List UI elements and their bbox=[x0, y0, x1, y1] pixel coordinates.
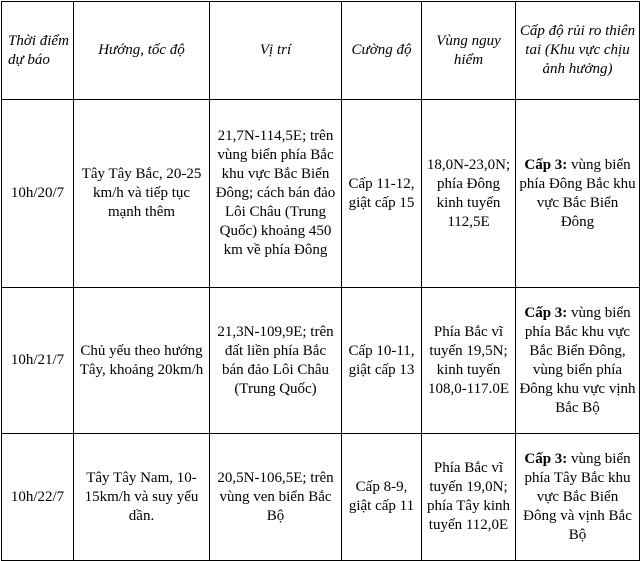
cell-time: 10h/20/7 bbox=[2, 100, 74, 288]
header-risk-level: Cấp độ rủi ro thiên tai (Khu vực chịu ảnh hưởng) bbox=[516, 2, 640, 100]
table-row bbox=[2, 100, 640, 288]
header-danger-zone: Vùng nguy hiểm bbox=[422, 2, 516, 100]
risk-level-label: Cấp 3: bbox=[524, 156, 568, 173]
cell-intensity: Cấp 10-11, giật cấp 13 bbox=[342, 288, 422, 434]
risk-level-area: vùng biển phía Đông Bắc khu vực Bắc Biển Đông bbox=[519, 156, 636, 230]
cell-position: 20,5N-106,5E; trên vùng ven biển Bắc Bộ bbox=[210, 434, 342, 561]
risk-level-area: vùng biển phía Bắc khu vực Bắc Biển Đông, vùng biển phía Đông khu vực vịnh Bắc Bộ bbox=[519, 304, 636, 416]
cell-direction: Tây Tây Bắc, 20-25 km/h và tiếp tục mạnh thêm bbox=[74, 100, 210, 288]
header-forecast-time: Thời điểm dự báo bbox=[2, 2, 74, 100]
cell-risk-level bbox=[516, 100, 640, 288]
header-position: Vị trí bbox=[210, 2, 342, 100]
cell-time: 10h/21/7 bbox=[2, 288, 74, 434]
storm-forecast-table bbox=[1, 1, 640, 561]
cell-risk-level bbox=[516, 288, 640, 434]
cell-danger-zone: Phía Bắc vĩ tuyến 19,5N; kinh tuyến 108,0-117.0E bbox=[422, 288, 516, 434]
table-row bbox=[2, 288, 640, 434]
cell-direction: Tây Tây Nam, 10-15km/h và suy yếu dần. bbox=[74, 434, 210, 561]
risk-level-area: vùng biển phía Tây Bắc khu vực Bắc Biển Đông và vịnh Bắc Bộ bbox=[523, 450, 632, 543]
cell-position: 21,3N-109,9E; trên đất liền phía Bắc bán đảo Lôi Châu (Trung Quốc) bbox=[210, 288, 342, 434]
cell-intensity: Cấp 8-9, giật cấp 11 bbox=[342, 434, 422, 561]
header-intensity: Cường độ bbox=[342, 2, 422, 100]
cell-time: 10h/22/7 bbox=[2, 434, 74, 561]
cell-direction: Chủ yếu theo hướng Tây, khoảng 20km/h bbox=[74, 288, 210, 434]
table-row bbox=[2, 434, 640, 561]
cell-danger-zone: Phía Bắc vĩ tuyến 19,0N; phía Tây kinh tuyến 112,0E bbox=[422, 434, 516, 561]
cell-risk-level bbox=[516, 434, 640, 561]
risk-level-label: Cấp 3: bbox=[524, 450, 568, 467]
cell-position: 21,7N-114,5E; trên vùng biển phía Bắc khu vực Bắc Biển Đông; cách bán đảo Lôi Châu (Trung Quốc) khoảng 450 km về phía Đông bbox=[210, 100, 342, 288]
cell-intensity: Cấp 11-12, giật cấp 15 bbox=[342, 100, 422, 288]
risk-level-label: Cấp 3: bbox=[524, 304, 568, 321]
header-direction-speed: Hướng, tốc độ bbox=[74, 2, 210, 100]
table-header-row bbox=[2, 2, 640, 100]
cell-danger-zone: 18,0N-23,0N; phía Đông kinh tuyến 112,5E bbox=[422, 100, 516, 288]
